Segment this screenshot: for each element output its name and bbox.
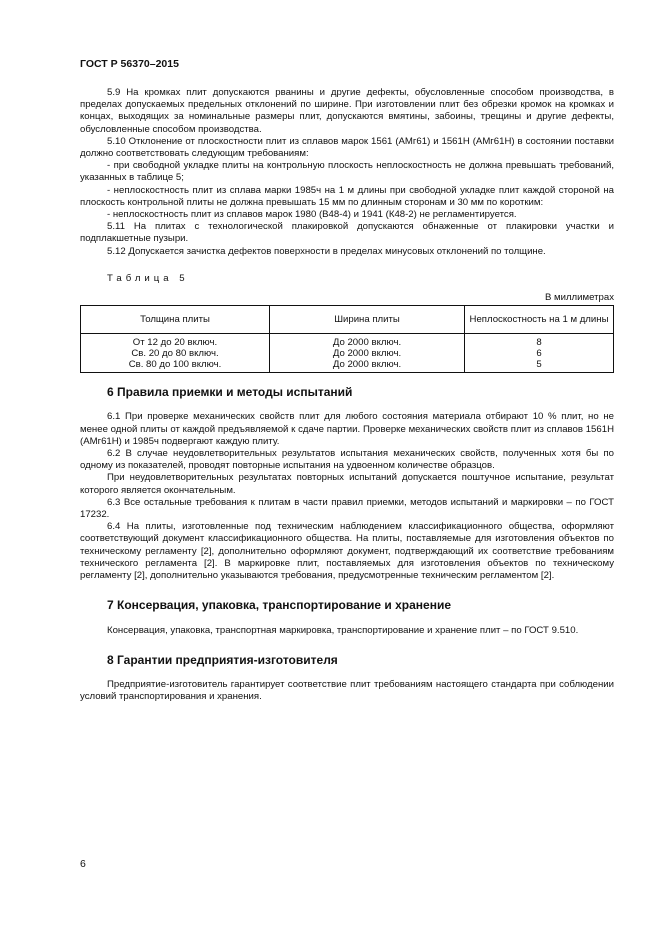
paragraph-6-2-continued: При неудовлетворительных результатах повторных испытаний допускается поштучное испытание, результат которого является окончательным. bbox=[80, 472, 614, 496]
section-heading-6: 6 Правила приемки и методы испытаний bbox=[107, 385, 353, 400]
section-heading-8: 8 Гарантии предприятия-изготовителя bbox=[107, 652, 338, 667]
table-cell: До 2000 включ. bbox=[270, 359, 465, 373]
table-cell: Св. 20 до 80 включ. bbox=[81, 348, 270, 359]
table-5 bbox=[80, 305, 614, 373]
column-header: Неплоскостность на 1 м длины bbox=[465, 306, 614, 334]
table-row bbox=[81, 334, 614, 349]
list-item: - неплоскостность плит из сплава марки 1985ч на 1 м длины при свободной укладке плит каждой стороной на плоскость контрольной плиты не должна превышать 15 мм по длинным сторонам и 30 мм по коротким: bbox=[80, 184, 614, 208]
table-cell: 6 bbox=[465, 348, 614, 359]
paragraph-5-9: 5.9 На кромках плит допускаются рванины и другие дефекты, обусловленные способом производства, в пределах допускаемых предельных отклонений по ширине. При изготовлении плит без обрезки кромок на кромках и концах, выходящих за номинальные размеры плит, допускаются вмятины, забоины, трещины и другие дефекты, обусловленные способом производства. bbox=[80, 87, 614, 135]
table-cell: До 2000 включ. bbox=[270, 334, 465, 349]
table-units: В миллиметрах bbox=[544, 292, 614, 304]
page-number: 6 bbox=[80, 858, 86, 870]
table-row bbox=[81, 348, 614, 359]
column-header: Ширина плиты bbox=[270, 306, 465, 334]
paragraph-5-11: 5.11 На плитах с технологической плакировкой допускаются обнаженные от плакировки участки и подплакшетные пузыри. bbox=[80, 221, 614, 245]
paragraph-5-12: 5.12 Допускается зачистка дефектов поверхности в пределах минусовых отклонений по толщине. bbox=[107, 245, 546, 257]
document-header: ГОСТ Р 56370–2015 bbox=[80, 58, 179, 70]
table-cell: Св. 80 до 100 включ. bbox=[81, 359, 270, 373]
paragraph-5-10: 5.10 Отклонение от плоскостности плит из сплавов марок 1561 (АМг61) и 1561Н (АМг61Н) в состоянии поставки должно соответствовать следующим требованиям: bbox=[80, 135, 614, 160]
paragraph-8: Предприятие-изготовитель гарантирует соответствие плит требованиям настоящего стандарта при соблюдении условий транспортирования и хранения. bbox=[80, 678, 614, 703]
column-header: Толщина плиты bbox=[81, 306, 270, 334]
table-cell: До 2000 включ. bbox=[270, 348, 465, 359]
section-heading-7: 7 Консервация, упаковка, транспортирование и хранение bbox=[107, 598, 452, 613]
table-cell: От 12 до 20 включ. bbox=[81, 334, 270, 349]
table-cell: 5 bbox=[465, 359, 614, 373]
paragraph-6-1: 6.1 При проверке механических свойств плит для любого состояния материала отбирают 10 % плит, но не менее одной плиты от каждой предъявляемой к сдаче партии. Проверке механических свойств плит из сплавов 1561Н (АМг61Н) и 1985ч подвергают каждую плиту. bbox=[80, 411, 614, 447]
paragraph-6-2: 6.2 В случае неудовлетворительных результатов испытания механических свойств, полученных хотя бы по одному из показателей, проводят повторные испытания на удвоенном количестве образцов. bbox=[80, 448, 614, 472]
paragraph-6-3: 6.3 Все остальные требования к плитам в части правил приемки, методов испытаний и маркировки – по ГОСТ 17232. bbox=[80, 496, 614, 521]
paragraph-7: Консервация, упаковка, транспортная маркировка, транспортирование и хранение плит – по ГОСТ 9.510. bbox=[107, 624, 579, 636]
table-header-row bbox=[81, 306, 614, 334]
list-item: - при свободной укладке плиты на контрольную плоскость неплоскостность не должна превышать требований, указанных в таблице 5; bbox=[80, 160, 614, 184]
table-caption: Таблица 5 bbox=[107, 272, 189, 284]
table-row bbox=[81, 359, 614, 373]
table-cell: 8 bbox=[465, 334, 614, 349]
list-item: - неплоскостность плит из сплавов марок 1980 (В48-4) и 1941 (К48-2) не регламентируется. bbox=[107, 209, 517, 221]
paragraph-6-4: 6.4 На плиты, изготовленные под техническим наблюдением классификационного общества, оформляют соответствующий документ классификационного общества. На плиты, поставляемые для изготовления объектов по техническому регламенту [2], дополнительно оформляют документ, подтверждающий их соответствие требованиям технического регламента [2]. В маркировке плит, поставляемых для изготовления объектов по техническому регламенту [2], дополнительно указываются требования, предусмотренные техническим регламентом [2]. bbox=[80, 521, 614, 582]
page-content bbox=[80, 87, 614, 703]
